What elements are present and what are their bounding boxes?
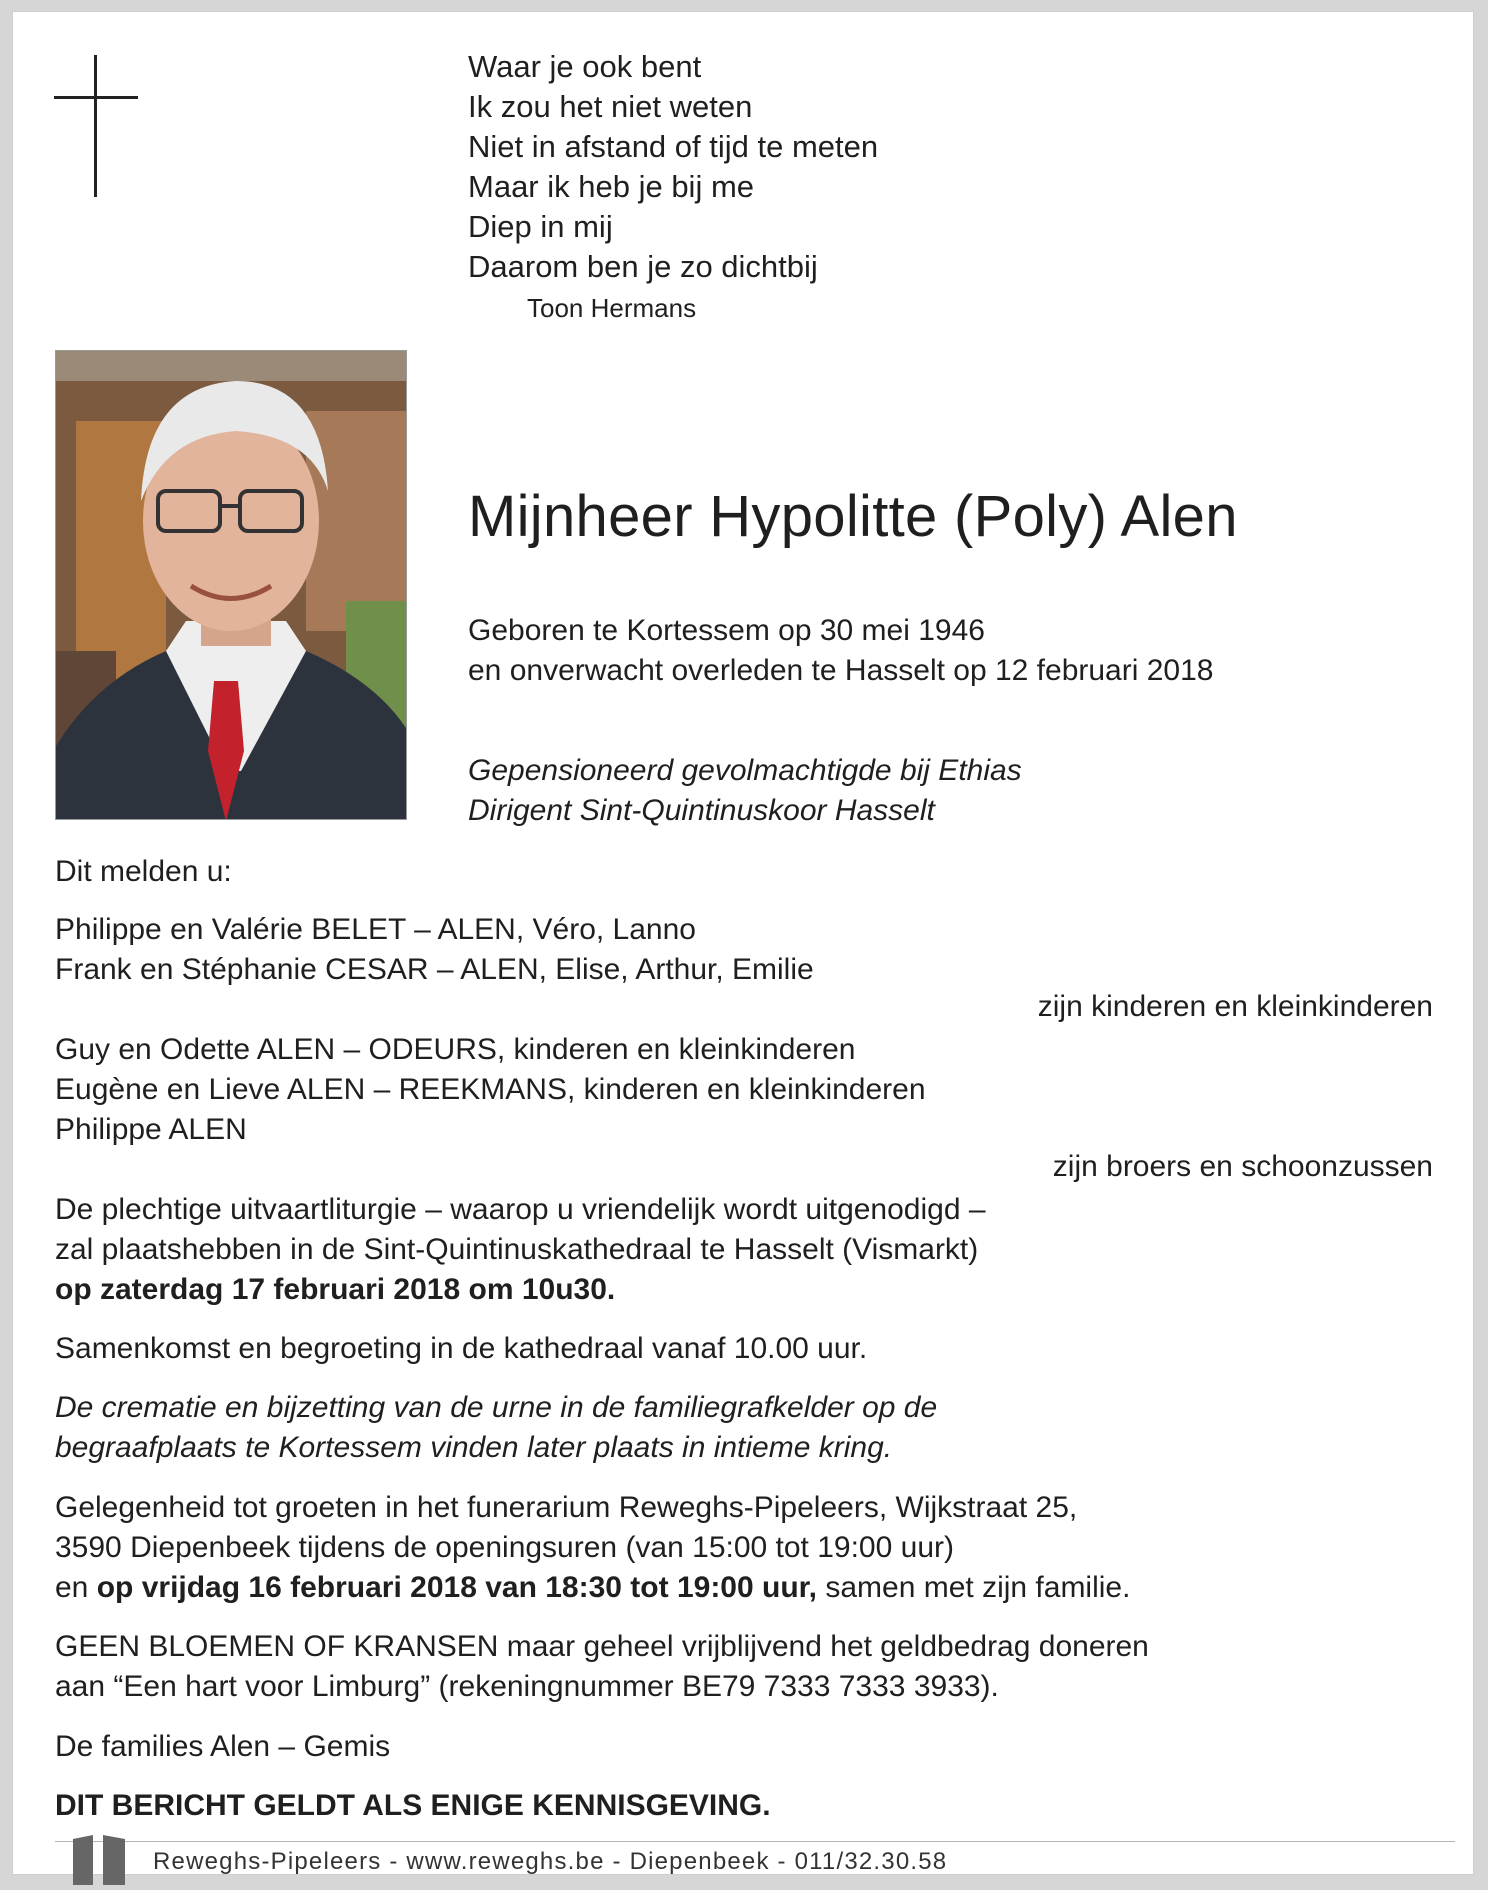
family-line: Guy en Odette ALEN – ODEURS, kinderen en kleinkinderen [55,1033,856,1066]
donation-info [55,1627,1149,1707]
notice: DIT BERICHT GELDT ALS ENIGE KENNISGEVING. [55,1789,771,1822]
role-line: Gepensioneerd gevolmachtigde bij Ethias [468,754,1022,787]
poem-line: Daarom ben je zo dichtbij [468,249,818,284]
visitation-line [55,1568,1130,1608]
family-line: Frank en Stéphanie CESAR – ALEN, Elise, Arthur, Emilie [55,953,814,986]
gathering-info: Samenkomst en begroeting in de kathedraal vanaf 10.00 uur. [55,1332,868,1365]
donation-line: GEEN BLOEMEN OF KRANSEN maar geheel vrijblijvend het geldbedrag doneren [55,1630,1149,1663]
children-label: zijn kinderen en kleinkinderen [1037,990,1433,1023]
visitation-line: 3590 Diepenbeek tijdens de openingsuren (van 15:00 tot 19:00 uur) [55,1531,954,1564]
role-line: Dirigent Sint-Quintinuskoor Hasselt [468,794,935,827]
funeral-line: zal plaatshebben in de Sint-Quintinuskathedraal te Hasselt (Vismarkt) [55,1233,979,1266]
cremation-line: De crematie en bijzetting van de urne in de familiegrafkelder op de [55,1391,938,1424]
children-list [55,910,814,990]
poem-line: Diep in mij [468,209,613,244]
family-line: Philippe en Valérie BELET – ALEN, Véro, Lanno [55,913,696,946]
families-signature: De families Alen – Gemis [55,1730,391,1763]
siblings-list [55,1030,926,1150]
family-line: Eugène en Lieve ALEN – REEKMANS, kinderen en kleinkinderen [55,1073,926,1106]
funeral-line: De plechtige uitvaartliturgie – waarop u vriendelijk wordt uitgenodigd – [55,1193,986,1226]
visitation-pre: en [55,1571,97,1604]
footer-divider [55,1841,1455,1842]
portrait-photo [55,350,407,820]
cross-icon-bar [54,96,138,99]
portrait-illustration [56,351,407,820]
visitation-line: Gelegenheid tot groeten in het funerarium Reweghs-Pipeleers, Wijkstraat 25, [55,1491,1078,1524]
visitation-post: samen met zijn familie. [817,1571,1131,1604]
deceased-name: Mijnheer Hypolitte (Poly) Alen [468,484,1238,549]
announcement-intro: Dit melden u: [55,855,232,888]
poem-line: Maar ik heb je bij me [468,169,755,204]
cremation-info [55,1388,937,1468]
funeral-home-logo-icon [71,1833,131,1890]
poem [468,47,878,287]
roles [468,751,1022,831]
cremation-line: begraafplaats te Kortessem vinden later plaats in intieme kring. [55,1431,893,1464]
poem-author: Toon Hermans [527,293,697,323]
poem-line: Waar je ook bent [468,49,702,84]
funeral-info [55,1190,986,1310]
birth-line: Geboren te Kortessem op 30 mei 1946 [468,614,985,647]
siblings-label: zijn broers en schoonzussen [1052,1150,1433,1183]
footer-contact: Reweghs-Pipeleers - www.reweghs.be - Diepenbeek - 011/32.30.58 [153,1848,948,1875]
donation-line: aan “Een hart voor Limburg” (rekeningnummer BE79 7333 7333 3933). [55,1670,999,1703]
obituary-card [12,11,1474,1875]
poem-line: Ik zou het niet weten [468,89,753,124]
visitation-info [55,1488,1130,1608]
death-line: en onverwacht overleden te Hasselt op 12 februari 2018 [468,654,1214,687]
funeral-date: op zaterdag 17 februari 2018 om 10u30. [55,1273,616,1306]
visitation-date: op vrijdag 16 februari 2018 van 18:30 tot 19:00 uur, [96,1571,818,1604]
birth-death-info [468,611,1213,691]
family-line: Philippe ALEN [55,1113,247,1146]
poem-line: Niet in afstand of tijd te meten [468,129,879,164]
cross-icon [94,55,97,197]
